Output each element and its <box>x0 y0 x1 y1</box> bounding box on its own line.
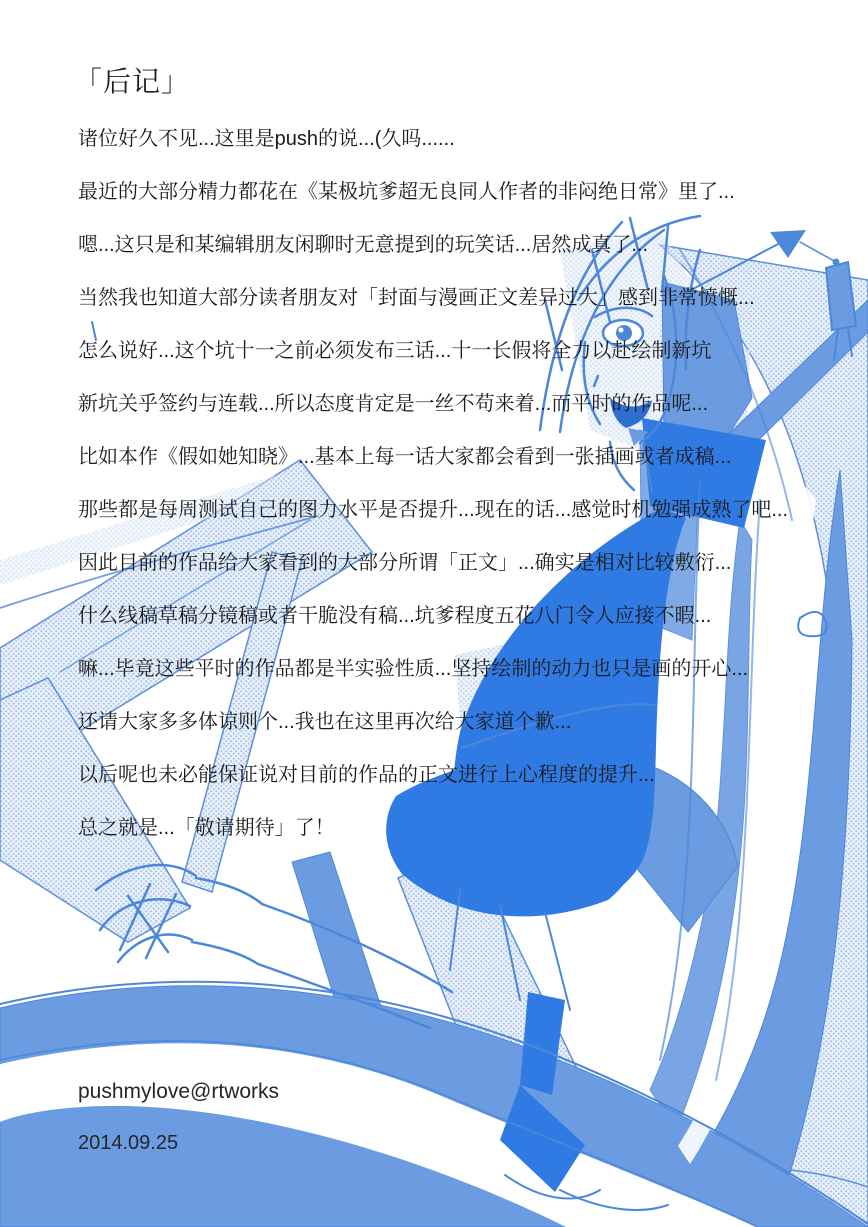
afterword-line-2: 最近的大部分精力都花在《某极坑爹超无良同人作者的非闷绝日常》里了... <box>78 181 735 203</box>
afterword-line-8: 那些都是每周测试自己的图力水平是否提升...现在的话...感觉时机勉强成熟了吧... <box>78 499 789 521</box>
afterword-line-3: 嗯...这只是和某编辑朋友闲聊时无意提到的玩笑话...居然成真了... <box>78 234 649 256</box>
afterword-line-1: 诸位好久不见...这里是push的说...(久吗...... <box>78 128 455 150</box>
contact-handle: pushmylove@rtworks <box>78 1080 280 1103</box>
date-text: 2014.09.25 <box>78 1132 179 1154</box>
afterword-line-13: 以后呢也未必能保证说对目前的作品的正文进行上心程度的提升... <box>78 764 655 786</box>
afterword-line-4: 当然我也知道大部分读者朋友对「封面与漫画正文差异过大」感到非常愤慨... <box>78 287 755 309</box>
afterword-line-9: 因此目前的作品给大家看到的大部分所谓「正文」...确实是相对比较敷衍... <box>78 552 732 574</box>
footer <box>78 1080 279 1155</box>
afterword-line-6: 新坑关乎签约与连载...所以态度肯定是一丝不苟来着...而平时的作品呢... <box>78 393 709 415</box>
afterword-line-12: 还请大家多多体谅则个...我也在这里再次给大家道个歉... <box>78 711 572 733</box>
afterword-line-14: 总之就是...「敬请期待」了！ <box>78 817 335 839</box>
afterword-line-5: 怎么说好...这个坑十一之前必须发布三话...十一长假将全力以赴绘制新坑 <box>78 340 712 362</box>
afterword-line-7: 比如本作《假如她知晓》...基本上每一话大家都会看到一张插画或者成稿... <box>78 446 732 468</box>
afterword-line-11: 嘛...毕竟这些平时的作品都是半实验性质...坚持绘制的动力也只是画的开心... <box>78 658 749 680</box>
afterword-line-10: 什么线稿草稿分镜稿或者干脆没有稿...坑爹程度五花八门令人应接不暇... <box>78 605 712 627</box>
afterword-text <box>78 128 868 870</box>
page-title: 「后记」 <box>74 66 191 97</box>
